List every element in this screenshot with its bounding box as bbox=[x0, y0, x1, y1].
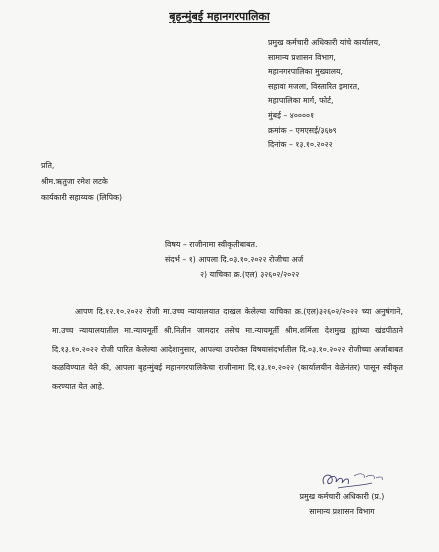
reference-line-2: २) याचिका क्र.(एल) ३२६०२/२०२२ bbox=[200, 270, 300, 279]
signatory-block bbox=[280, 489, 404, 519]
office-line: सहावा मजला, विस्तारित इमारत, bbox=[268, 81, 360, 91]
reference-line-1: संदर्भ – १) आपला दि.०३.१०.२०२२ रोजीचा अर्ज bbox=[165, 255, 304, 264]
subject-line: विषय – राजीनामा स्वीकृतीबाबत. bbox=[165, 240, 258, 249]
office-line: महापालिका मार्ग, फोर्ट, bbox=[268, 96, 334, 106]
office-line: मुंबई – ४००००१ bbox=[268, 110, 315, 120]
office-line: प्रमुख कर्मचारी अधिकारी यांचे कार्यालय, bbox=[268, 38, 381, 47]
recipient-name: श्रीम.ऋतुजा रमेश लटके bbox=[41, 177, 108, 186]
letter-body: आपण दि.१२.१०.२०२२ रोजी मा.उच्च न्यायालयात दाखल केलेल्या याचिका क्र.(एल)३२६०२/२०२२ च्या अनुषंगाने, मा.उच्च न्यायालयातील मा.न्यायमूर्ती श्री.नितीन जामदार तसेच मा.न्यायमूर्ती श्रीम.शर्मिला देशमुख ह्यांच्या खंडपीठाने दि.१३.१०.२०२२ रोजी पारित केलेल्या आदेशानुसार, आपल्या उपरोक्त विषयासंदर्भातील दि.०३.१०.२०२२ रोजीच्या अर्जाबाबत कळविण्यात येते की, आपला बृहन्मुंबई महानगरपालिकेचा राजीनामा दि.१३.१०.२०२२ (कार्यालयीन वेळेनंतर) पासून स्वीकृत करण्यात येत आहे. bbox=[52, 307, 403, 392]
letterhead-title: बृहन्मुंबई महानगरपालिका bbox=[169, 10, 270, 23]
recipient-designation: कार्यकारी सहाय्यक (लिपिक) bbox=[41, 193, 123, 202]
signatory-department: सामान्य प्रशासन विभाग bbox=[309, 507, 375, 516]
reference-number: क्रमांक – एमएसई/३६७९ bbox=[268, 125, 337, 135]
office-line: महानगरपालिका मुख्यालय, bbox=[268, 67, 344, 77]
office-line: सामान्य प्रशासन विभाग, bbox=[268, 52, 336, 62]
recipient-line: प्रति, bbox=[41, 161, 55, 170]
recipient-block bbox=[41, 158, 122, 206]
subject-block bbox=[165, 237, 303, 282]
letter-date: दिनांक – १३.१०.२०२२ bbox=[268, 140, 333, 150]
signatory-designation: प्रमुख कर्मचारी अधिकारी (प्र.) bbox=[299, 492, 385, 501]
office-address-block bbox=[268, 36, 433, 153]
